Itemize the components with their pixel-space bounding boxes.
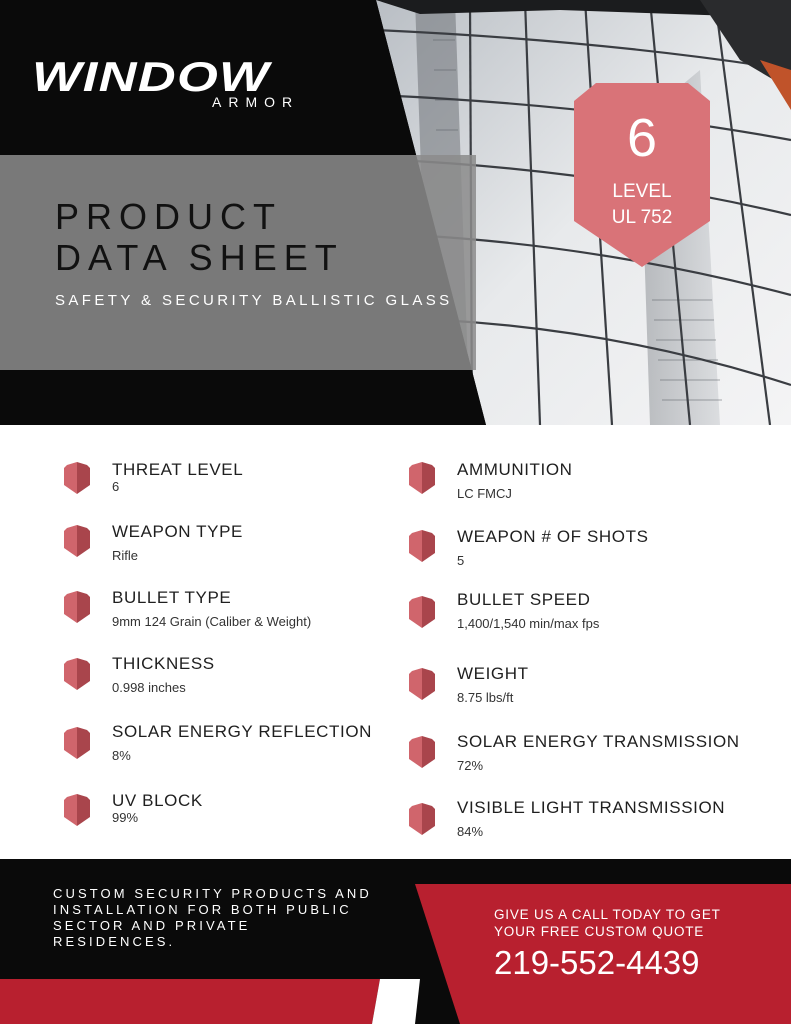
shield-icon (64, 727, 90, 759)
badge-standard-label: UL 752 (611, 207, 673, 228)
shield-icon (409, 803, 435, 835)
shield-icon (64, 658, 90, 690)
spec-value: 5 (457, 553, 465, 568)
shield-icon (64, 591, 90, 623)
title-line-2: DATA SHEET (55, 237, 344, 278)
brand-logo (32, 55, 362, 115)
shield-icon (64, 794, 90, 826)
spec-value: 8.75 lbs/ft (457, 690, 514, 705)
badge-number: 6 (626, 108, 658, 168)
cta-line-1: GIVE US A CALL TODAY TO GET (494, 907, 721, 922)
footer-tagline: CUSTOM SECURITY PRODUCTS AND INSTALLATION FOR BOTH PUBLIC SECTOR AND PRIVATE RESIDENCES. (53, 886, 372, 949)
badge-level-label: LEVEL (612, 181, 672, 202)
spec-label: AMMUNITION (457, 460, 573, 479)
cta-line-2: YOUR FREE CUSTOM QUOTE (494, 924, 705, 939)
shield-icon (64, 525, 90, 557)
page-title (55, 196, 475, 278)
spec-value: 9mm 124 Grain (Caliber & Weight) (112, 614, 312, 629)
call-to-action (494, 906, 721, 940)
shield-icon (409, 530, 435, 562)
spec-label: WEIGHT (457, 664, 529, 683)
spec-label: THREAT LEVEL (112, 460, 244, 479)
spec-label: BULLET SPEED (457, 590, 591, 609)
spec-label: SOLAR ENERGY TRANSMISSION (457, 732, 740, 751)
page-subtitle: SAFETY & SECURITY BALLISTIC GLASS (55, 292, 453, 309)
spec-label: BULLET TYPE (112, 588, 232, 607)
spec-value: 72% (457, 758, 484, 773)
spec-value: 8% (112, 748, 131, 763)
shield-icon (409, 668, 435, 700)
spec-value: Rifle (112, 548, 139, 563)
shield-icon (64, 462, 90, 494)
spec-value: 1,400/1,540 min/max fps (457, 616, 600, 631)
spec-value: 99% (112, 810, 139, 825)
logo-subtitle: ARMOR (212, 94, 300, 110)
shield-icon (409, 462, 435, 494)
spec-label: WEAPON TYPE (112, 522, 243, 541)
spec-label: THICKNESS (112, 654, 215, 673)
spec-label: VISIBLE LIGHT TRANSMISSION (457, 798, 726, 817)
spec-label: WEAPON # OF SHOTS (457, 527, 649, 546)
spec-value: 6 (112, 479, 120, 494)
spec-value: LC FMCJ (457, 486, 512, 501)
spec-value: 0.998 inches (112, 680, 186, 695)
spec-label: UV BLOCK (112, 791, 203, 810)
phone-number[interactable]: 219-552-4439 (494, 944, 700, 981)
shield-icon (409, 736, 435, 768)
spec-value: 84% (457, 824, 484, 839)
logo-wordmark: WINDOW (32, 53, 270, 100)
footer (0, 859, 791, 1024)
title-line-1: PRODUCT (55, 196, 282, 237)
shield-icon (409, 596, 435, 628)
spec-label: SOLAR ENERGY REFLECTION (112, 722, 373, 741)
